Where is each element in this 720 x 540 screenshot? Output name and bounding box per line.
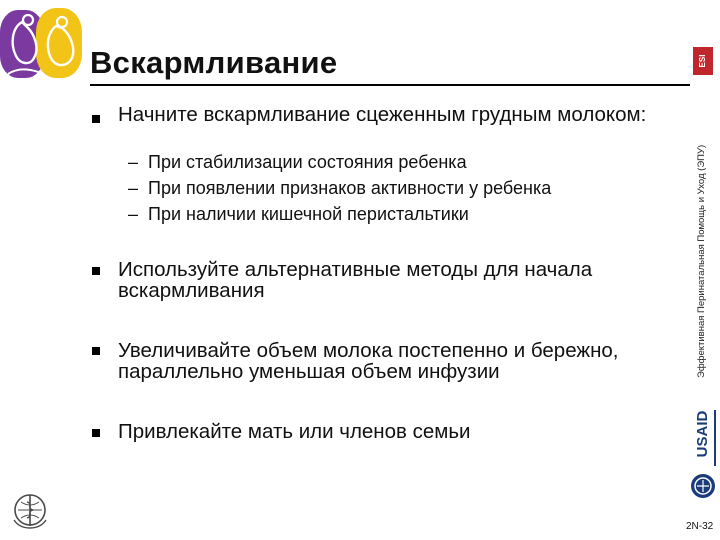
bullet-marker xyxy=(92,429,100,437)
subitem-text: При появлении признаков активности у ребенка xyxy=(148,178,552,198)
bullet-text-1: Начните вскармливание сцеженным грудным молоком: xyxy=(118,103,647,126)
sub-dash: – xyxy=(128,204,139,224)
usaid-logo-text: USAID xyxy=(693,410,711,458)
subitem-text: При стабилизации состояния ребенка xyxy=(148,152,467,172)
sub-dash: – xyxy=(128,152,139,172)
mother-child-logo xyxy=(0,4,88,82)
page-number: 2N-32 xyxy=(686,521,714,532)
side-caption-text: Эффективная Перинатальная Помощь и Уход (ЭПУ) xyxy=(696,144,707,378)
bullet-marker xyxy=(92,115,100,123)
bullet-marker xyxy=(92,347,100,355)
subitem-3 xyxy=(128,202,469,226)
esi-logo xyxy=(693,47,713,75)
subitem-1 xyxy=(128,150,467,174)
bullet-text-3: Увеличивайте объем молока постепенно и бережно, параллельно уменьшая объем инфузии xyxy=(118,339,619,383)
who-emblem-icon xyxy=(10,490,50,530)
bullet-marker xyxy=(92,267,100,275)
usaid-logo xyxy=(688,404,718,504)
subitem-2 xyxy=(128,176,551,200)
bullet-text-4: Привлекайте мать или членов семьи xyxy=(118,420,471,443)
bullet-text-2: Используйте альтернативные методы для начала вскармливания xyxy=(118,258,593,302)
side-caption xyxy=(693,144,713,398)
slide-title: Вскармливание xyxy=(90,45,338,80)
sub-dash: – xyxy=(128,178,139,198)
esi-logo-text: ESI xyxy=(698,54,708,68)
title-divider xyxy=(90,84,690,86)
subitem-text: При наличии кишечной перистальтики xyxy=(148,204,469,224)
